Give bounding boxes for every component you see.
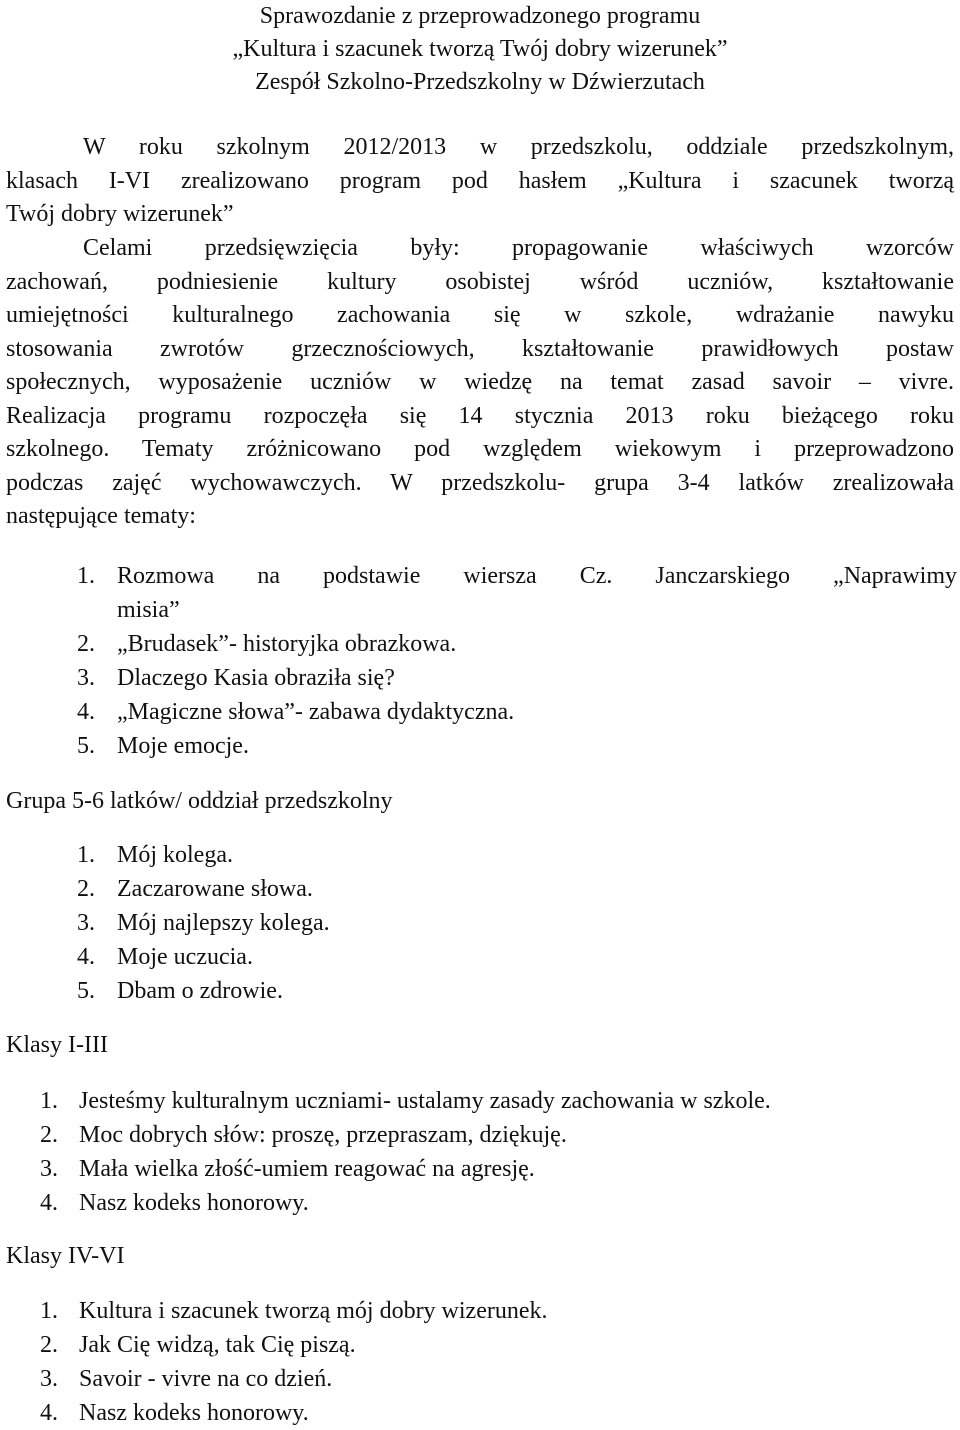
list-item-number: 2. xyxy=(40,1332,58,1358)
list-item-number: 1. xyxy=(40,1088,58,1114)
list-item-number: 4. xyxy=(77,944,95,970)
list-item-number: 4. xyxy=(77,699,95,725)
list-item-text: Rozmowa na podstawie wiersza Cz. Janczarskiego „Naprawimy xyxy=(117,563,957,589)
body-line-2: zachowań, podniesienie kultury osobistej wśród uczniów, kształtowanie xyxy=(6,268,954,295)
group-5-6-heading: Grupa 5-6 latków/ oddział przedszkolny xyxy=(6,788,393,814)
list-item xyxy=(77,940,677,974)
title-line-3: Zespół Szkolno-Przedszkolny w Dźwierzutach xyxy=(255,69,705,95)
intro-line-2: klasach I-VI zrealizowano program pod hasłem „Kultura i szacunek tworzą xyxy=(6,167,954,194)
list-item-number: 1. xyxy=(77,563,95,589)
list-item-number: 5. xyxy=(77,978,95,1004)
list-item xyxy=(77,838,677,872)
list-item-text: Jak Cię widzą, tak Cię piszą. xyxy=(79,1332,356,1358)
list-item xyxy=(77,661,957,695)
intro-line-1: W roku szkolnym 2012/2013 w przedszkolu, oddziale przedszkolnym, xyxy=(83,134,954,160)
list-item-continuation xyxy=(77,593,957,627)
list-item-text: Moje emocje. xyxy=(117,733,249,759)
title-line-1: Sprawozdanie z przeprowadzonego programu xyxy=(259,3,701,29)
list-item-number: 1. xyxy=(77,842,95,868)
list-item-text: Mój kolega. xyxy=(117,842,233,868)
list-item xyxy=(77,695,957,729)
preschool-3-4-topic-list xyxy=(77,559,957,763)
list-item-text: Mój najlepszy kolega. xyxy=(117,910,330,936)
list-item-text: Moje uczucia. xyxy=(117,944,253,970)
list-item-text: Nasz kodeks honorowy. xyxy=(79,1190,309,1216)
body-line-7: szkolnego. Tematy zróżnicowano pod względem wiekowym i przeprowadzono xyxy=(6,436,954,462)
list-item-number: 2. xyxy=(77,876,95,902)
classes-1-3-heading: Klasy I-III xyxy=(6,1032,108,1058)
list-item xyxy=(40,1118,950,1152)
body-line-5: społecznych, wyposażenie uczniów w wiedzę na temat zasad savoir – vivre. xyxy=(6,369,954,395)
intro-line-3: Twój dobry wizerunek” xyxy=(6,201,234,227)
title-line-2: „Kultura i szacunek tworzą Twój dobry wizerunek” xyxy=(232,36,728,62)
list-item-number: 5. xyxy=(77,733,95,759)
list-item-text: „Brudasek”- historyjka obrazkowa. xyxy=(117,631,457,657)
body-line-4: stosowania zwrotów grzecznościowych, kształtowanie prawidłowych postaw xyxy=(6,335,954,362)
document-title xyxy=(0,0,960,99)
list-item-text: Nasz kodeks honorowy. xyxy=(79,1400,309,1426)
list-item-number: 3. xyxy=(77,910,95,936)
list-item-text: „Magiczne słowa”- zabawa dydaktyczna. xyxy=(117,699,515,725)
group-5-6-topic-list xyxy=(77,838,677,1008)
list-item-text: misia” xyxy=(117,597,180,623)
list-item-number: 4. xyxy=(40,1190,58,1216)
list-item-number: 3. xyxy=(77,665,95,691)
list-item xyxy=(77,729,957,763)
list-item xyxy=(77,974,677,1008)
list-item-text: Moc dobrych słów: proszę, przepraszam, dziękuję. xyxy=(79,1122,567,1148)
list-item-number: 3. xyxy=(40,1366,58,1392)
list-item xyxy=(77,559,957,593)
list-item xyxy=(40,1084,950,1118)
list-item xyxy=(77,872,677,906)
classes-4-6-heading: Klasy IV-VI xyxy=(6,1243,125,1269)
list-item xyxy=(40,1186,950,1220)
list-item-number: 1. xyxy=(40,1298,58,1324)
list-item-text: Kultura i szacunek tworzą mój dobry wizerunek. xyxy=(79,1298,548,1324)
classes-4-6-topic-list xyxy=(40,1294,950,1430)
list-item xyxy=(77,627,957,661)
list-item-text: Dbam o zdrowie. xyxy=(117,978,283,1004)
list-item xyxy=(40,1328,950,1362)
body-line-6: Realizacja programu rozpoczęła się 14 stycznia 2013 roku bieżącego roku xyxy=(6,402,954,429)
body-line-8: podczas zajęć wychowawczych. W przedszkolu- grupa 3-4 latków zrealizowała xyxy=(6,469,954,496)
body-line-1: Celami przedsięwzięcia były: propagowanie właściwych wzorców xyxy=(83,235,954,261)
list-item-number: 4. xyxy=(40,1400,58,1426)
list-item xyxy=(40,1362,950,1396)
list-item xyxy=(40,1396,950,1430)
list-item-text: Savoir - vivre na co dzień. xyxy=(79,1366,333,1392)
list-item-number: 2. xyxy=(40,1122,58,1148)
list-item-text: Dlaczego Kasia obraziła się? xyxy=(117,665,395,691)
list-item-text: Mała wielka złość-umiem reagować na agresję. xyxy=(79,1156,535,1182)
intro-paragraph xyxy=(6,131,954,232)
list-item-number: 3. xyxy=(40,1156,58,1182)
list-item xyxy=(77,906,677,940)
list-item-text: Zaczarowane słowa. xyxy=(117,876,313,902)
list-item xyxy=(40,1294,950,1328)
body-line-3: umiejętności kulturalnego zachowania się w szkole, wdrażanie nawyku xyxy=(6,302,954,328)
body-line-9: następujące tematy: xyxy=(6,503,196,529)
list-item xyxy=(40,1152,950,1186)
list-item-number: 2. xyxy=(77,631,95,657)
classes-1-3-topic-list xyxy=(40,1084,950,1220)
list-item-text: Jesteśmy kulturalnym uczniami- ustalamy zasady zachowania w szkole. xyxy=(79,1088,771,1114)
body-paragraph xyxy=(6,232,954,534)
